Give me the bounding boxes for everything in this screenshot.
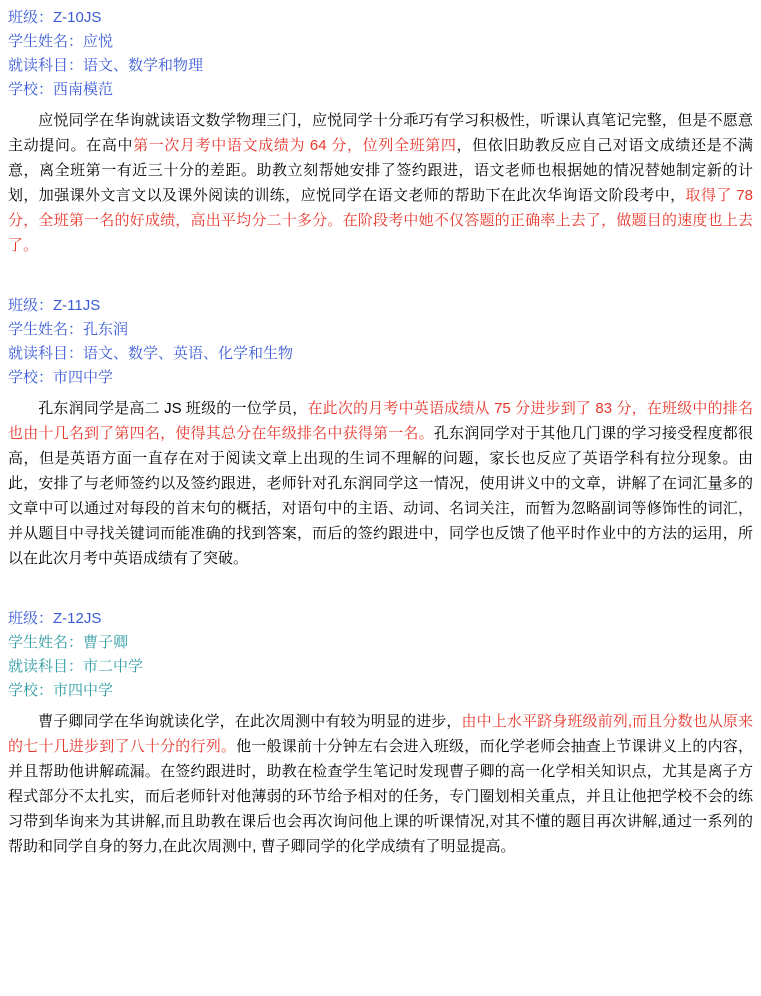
meta-subjects [8,655,753,679]
meta-subjects [8,54,753,78]
paragraph-highlight: 取得了 78 分，全班第一名的好成绩，高出平均分二十多分。在阶段考中她不仅答题的正确率上去了，做题目的速度也上去了。 [8,187,753,254]
meta-school-label: 学校： [8,682,54,699]
paragraph-segment: 曹子卿同学在华询就读化学，在此次周测中有较为明显的进步， [38,713,462,730]
meta-subjects-value: 市二中学 [83,658,144,675]
meta-student-name-label: 学生姓名： [8,634,84,651]
meta-subjects-value: 语文、数学和物理 [83,57,204,74]
meta-subjects [8,342,753,366]
paragraph-segment: 他一般课前十分钟左右会进入班级，而化学老师会抽查上节课讲义上的内容，并且帮助他讲解疏漏。在签约跟进时，助教在检查学生笔记时发现曹子卿的高一化学相关知识点，尤其是离子方程式部分不太扎实，而后老师针对他薄弱的环节给予相对的任务，专门圈划相关重点，并且让他把学校不会的练习带到华询来为其讲解,而且助教在课后也会再次询问他上课的听课情况,对其不懂的题目再次讲解,通过一系列的帮助和同学自身的努力,在此次周测中, 曹子卿同学的化学成绩有了明显提高。 [8,738,753,855]
paragraph-segment: ，但依旧助教反应自己对语文成绩还是不满意，离全班第一有近三十分的差距。助教立刻帮她安排了签约跟进，语文老师也根据她的情况替她制定新的计划，加强课外文言文以及课外阅读的训练，应悦同学在语文老师的帮助下在此次华询语文阶段考中， [8,137,753,204]
meta-school [8,679,753,703]
student-record [8,6,753,258]
meta-school [8,78,753,102]
meta-subjects-label: 就读科目： [8,658,84,675]
meta-class-label: 班级： [8,610,54,627]
meta-class-label: 班级： [8,297,54,314]
meta-school [8,366,753,390]
meta-student-name-label: 学生姓名： [8,33,84,50]
paragraph-segment: 孔东润同学对于其他几门课的学习接受程度都很高，但是英语方面一直存在对于阅读文章上出现的生词不理解的问题，家长也反应了英语学科有拉分现象。由此，安排了与老师签约以及签约跟进，老师针对孔东润同学这一情况，使用讲义中的文章，讲解了在词汇量多的文章中可以通过对每段的首末句的概括，对语句中的主语、动词、名词关注，而暂为忽略副词等修饰性的词汇，并从题目中寻找关键词而能准确的找到答案，而后的签约跟进中，同学也反馈了他平时作业中的方法的运用，所以在此次月考中英语成绩有了突破。 [8,425,753,567]
paragraph-highlight: 第一次月考中语文成绩为 64 分，位列全班第四 [133,137,457,154]
paragraph-highlight: 由中上水平跻身班级前列,而且分数也从原来的七十几进步到了八十分的行列。 [8,713,753,755]
meta-class [8,294,753,318]
paragraph-segment: 孔东润同学是高二 JS 班级的一位学员， [38,400,308,417]
meta-student-name-value: 应悦 [83,33,114,50]
section-divider [8,264,753,294]
meta-subjects-label: 就读科目： [8,345,84,362]
paragraph-highlight: 在此次的月考中英语成绩从 75 分进步到了 83 分，在班级中的排名也由十几名到了第四名，使得其总分在年级排名中获得第一名。 [8,400,753,442]
meta-student-name-value: 孔东润 [83,321,129,338]
student-record [8,294,753,571]
meta-class-value: Z-12JS [53,610,102,627]
student-record [8,607,753,859]
meta-school-value: 市四中学 [53,682,114,699]
meta-class [8,6,753,30]
meta-school-label: 学校： [8,369,54,386]
meta-subjects-value: 语文、数学、英语、化学和生物 [83,345,294,362]
record-paragraph [8,108,753,258]
paragraph-segment: 应悦同学在华询就读语文数学物理三门，应悦同学十分乖巧有学习积极性，听课认真笔记完整，但是不愿意主动提问。在高中 [8,112,753,154]
meta-class-value: Z-11JS [53,297,101,314]
meta-student-name [8,631,753,655]
section-divider [8,577,753,607]
meta-student-name [8,30,753,54]
meta-school-label: 学校： [8,81,54,98]
meta-class [8,607,753,631]
meta-student-name-value: 曹子卿 [83,634,129,651]
meta-class-label: 班级： [8,9,54,26]
record-paragraph [8,396,753,571]
meta-student-name [8,318,753,342]
record-paragraph [8,709,753,859]
meta-class-value: Z-10JS [53,9,102,26]
meta-subjects-label: 就读科目： [8,57,84,74]
meta-school-value: 西南模范 [53,81,114,98]
meta-school-value: 市四中学 [53,369,114,386]
meta-student-name-label: 学生姓名： [8,321,84,338]
